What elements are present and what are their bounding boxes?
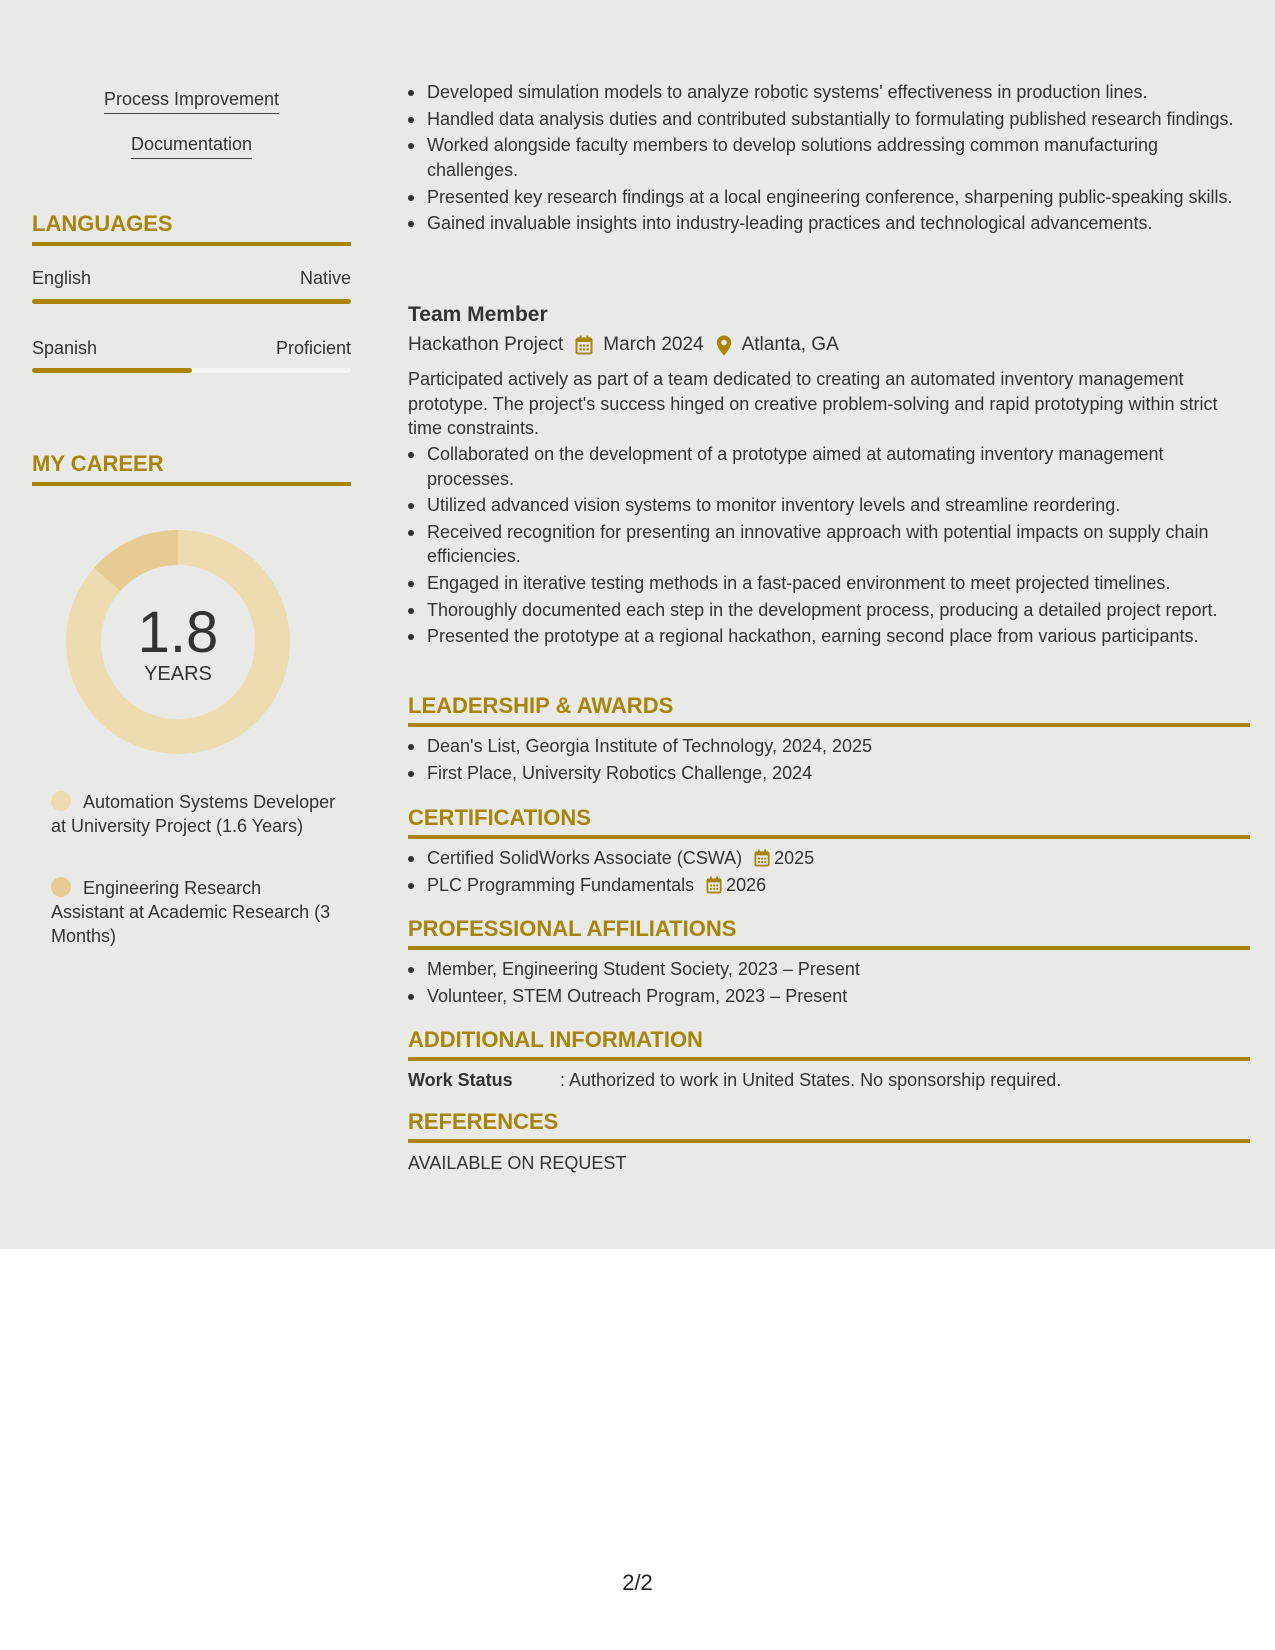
list-item: Collaborated on the development of a prototype aimed at automating inventory management processes. [408, 442, 1250, 491]
job-title: Team Member [408, 303, 548, 326]
certification-item [408, 873, 1250, 898]
language-level: Proficient [275, 338, 351, 358]
list-item: Dean's List, Georgia Institute of Technology, 2024, 2025 [408, 734, 1250, 759]
career-donut-chart [66, 530, 290, 754]
affiliations-heading: PROFESSIONAL AFFILIATIONS [408, 917, 1250, 950]
list-item: Worked alongside faculty members to develop solutions addressing common manufacturing challenges. [408, 133, 1250, 182]
career-total-unit: YEARS [144, 663, 212, 685]
legend-text: Automation Systems Developer at University Project (1.6 Years) [51, 792, 336, 836]
job-bullet-list [408, 442, 1250, 651]
language-level: Native [299, 268, 351, 288]
list-item: Thoroughly documented each step in the development process, producing a detailed project report. [408, 598, 1250, 623]
leadership-heading: LEADERSHIP & AWARDS [408, 694, 1250, 727]
certification-name: PLC Programming Fundamentals [427, 874, 695, 895]
language-row [32, 267, 351, 289]
career-legend-item [51, 790, 336, 838]
list-item: Engaged in iterative testing methods in a fast-paced environment to meet projected timelines. [408, 571, 1250, 596]
work-status-label: Work Status [408, 1070, 513, 1090]
work-status-row [408, 1068, 1061, 1092]
certification-item [408, 846, 1250, 871]
skill-label: Documentation [131, 133, 252, 159]
skill-label: Process Improvement [104, 88, 279, 114]
references-text: AVAILABLE ON REQUEST [408, 1153, 627, 1173]
certification-year: 2025 [774, 848, 815, 868]
list-item: First Place, University Robotics Challenge, 2024 [408, 761, 1250, 786]
legend-dot [51, 877, 71, 897]
list-item: Presented key research findings at a local engineering conference, sharpening public-speaking skills. [408, 185, 1250, 210]
language-bar-fill [32, 368, 192, 373]
list-item: Member, Engineering Student Society, 2023 – Present [408, 957, 1250, 982]
work-status-value: : Authorized to work in United States. No sponsorship required. [560, 1070, 1062, 1090]
career-total-value: 1.8 [137, 600, 219, 665]
language-row [32, 337, 351, 359]
language-bar [32, 299, 351, 304]
page-number: 2/2 [622, 1570, 653, 1595]
list-item: Gained invaluable insights into industry-leading practices and technological advancements. [408, 211, 1250, 236]
career-heading: MY CAREER [32, 452, 351, 486]
certification-name: Certified SolidWorks Associate (CSWA) [427, 848, 743, 868]
career-legend-item [51, 876, 336, 948]
language-name: Spanish [32, 338, 98, 358]
leadership-list [408, 734, 1250, 787]
calendar-icon [706, 876, 722, 894]
job-location: Atlanta, GA [741, 334, 839, 355]
certifications-list [408, 846, 1250, 899]
job-summary: Participated actively as part of a team dedicated to creating an automated inventory management prototype. The project's success hinged on creative problem-solving and rapid prototyping within strict time constraints. [408, 369, 1218, 438]
calendar-icon [575, 335, 593, 355]
certification-year: 2026 [726, 874, 767, 895]
language-bar-fill [32, 299, 351, 304]
legend-text: Engineering Research Assistant at Academic Research (3 Months) [51, 878, 331, 946]
affiliations-list [408, 957, 1250, 1010]
list-item: Developed simulation models to analyze robotic systems' effectiveness in production lines. [408, 80, 1250, 105]
list-item: Presented the prototype at a regional hackathon, earning second place from various participants. [408, 624, 1250, 649]
list-item: Volunteer, STEM Outreach Program, 2023 – Present [408, 984, 1250, 1009]
language-name: English [32, 268, 92, 288]
additional-info-heading: ADDITIONAL INFORMATION [408, 1028, 1250, 1061]
language-bar [32, 368, 351, 373]
location-pin-icon [716, 335, 732, 356]
research-bullet-list [408, 80, 1250, 238]
list-item: Handled data analysis duties and contributed substantially to formulating published research findings. [408, 107, 1250, 132]
job-project: Hackathon Project [408, 334, 564, 355]
job-meta [408, 332, 839, 358]
job-date: March 2024 [603, 334, 704, 355]
list-item: Received recognition for presenting an innovative approach with potential impacts on supply chain efficiencies. [408, 520, 1250, 569]
languages-heading: LANGUAGES [32, 212, 351, 246]
skill-tag [32, 133, 351, 159]
list-item: Utilized advanced vision systems to monitor inventory levels and streamline reordering. [408, 493, 1250, 518]
legend-dot [51, 791, 71, 811]
calendar-icon [754, 849, 770, 867]
references-heading: REFERENCES [408, 1110, 1250, 1143]
skill-tag [32, 88, 351, 114]
certifications-heading: CERTIFICATIONS [408, 806, 1250, 839]
